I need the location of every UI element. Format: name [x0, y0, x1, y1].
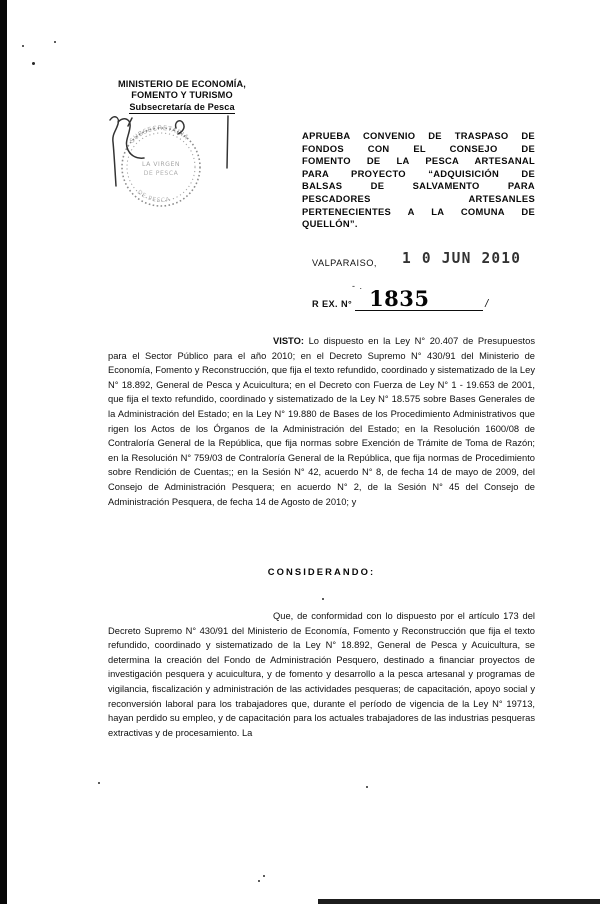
place-label: VALPARAISO,: [312, 258, 377, 268]
resolution-number-rule: [355, 286, 483, 311]
considerando-paragraph: [108, 609, 535, 740]
letterhead-line-sector: FOMENTO Y TURISMO: [131, 90, 233, 101]
subject-line: PESCADORES ARTESANLES: [302, 192, 535, 204]
date-stamp: 1 0 JUN 2010: [402, 250, 522, 268]
scan-speck: [322, 598, 324, 600]
resolution-slash: /: [485, 298, 489, 310]
scan-speck: [32, 62, 35, 65]
scan-edge-artifact-left: [0, 0, 7, 904]
svg-text:SUBSECRETARIA: SUBSECRETARIA: [128, 123, 191, 145]
letterhead-line-ministry: MINISTERIO DE ECONOMÍA,: [118, 79, 246, 89]
scan-edge-artifact-bottom: [318, 899, 600, 904]
scan-speck: [22, 45, 24, 47]
considerando-heading: CONSIDERANDO:: [267, 566, 376, 577]
subject-line: FONDOS CON EL CONSEJO DE: [302, 142, 535, 154]
visto-text: Lo dispuesto en la Ley N° 20.407 de Presupuestos para el Sector Público para el año 2010; en el Decreto Supremo N° 430/91 del Ministerio de Economía, Fomento y Reconstrucción, que fija el texto refundido, coordinado y sistematizado de la Ley N° 18.892, General de Pesca y Acuicultura; en el Decreto con Fuerza de Ley N° 1 - 19.653 de 2001, que fija el texto refundido, coordinado y sistematizado de la Ley N° 18.575 sobre Bases Generales de la Administración del Estado; en la Ley N° 19.880 de Bases de los Procedimiento Administrativos que rigen los Actos de los Órganos de la Administración del Estado; en la Resolución 1600/08 de Contraloría General de la República, que fija normas sobre Exención de Trámite de Toma de Razón; en la Resolución N° 759/03 de Contraloría General de la República, que fija normas de Procedimiento sobre Rendición de Cuentas;; en la Sesión N° 42, acuerdo N° 8, de fecha 14 de mayo de 2009, del Consejo de Administración Pesquera; en acuerdo N° 2, de la Sesión N° 45 del Consejo de Administración Pesquera, de fecha 14 de Agosto de 2010; y: [108, 336, 535, 507]
scan-speck: [54, 41, 56, 43]
considerando-text: Que, de conformidad con lo dispuesto por el artículo 173 del Decreto Supremo N° 430/91 del Ministerio de Economía, Fomento y Reconstrucción que fija el texto refundido, coordinado y sistematizado de la Ley N° 18.892, General de Pesca y Acuicultura, se determina la creación del Fondo de Administración Pesquero, destinado a financiar proyectos de investigación pesquera y acuicultura, y de fomento y desarrollo a la pesca artesanal y programas de vigilancia, fiscalización y administración de las actividades pesqueras; de capacitación, apoyo social y reconversión laboral para los trabajadores que, durante el período de vigencia de la Ley N° 19713, hayan perdido su empleo, y de capacitación para los actuales trabajadores de las industrias pesqueras extractivas y de procesamiento. La: [108, 611, 535, 738]
subject-line: APRUEBA CONVENIO DE TRASPASO DE: [302, 130, 535, 141]
resolution-number-line: [312, 286, 489, 311]
subject-line: PARA PROYECTO “ADQUISICIÓN DE: [302, 167, 535, 179]
letterhead: [96, 79, 268, 114]
scan-speck: [258, 880, 260, 882]
letterhead-line-subsecretaria: Subsecretaría de Pesca: [129, 102, 234, 114]
subject-block: [302, 130, 535, 231]
svg-text:DE PESCA: DE PESCA: [135, 188, 172, 205]
resolution-number-value: 1835: [369, 286, 430, 311]
subject-line: PERTENECIENTES A LA COMUNA DE: [302, 205, 535, 217]
subject-line: QUELLÓN”.: [302, 218, 358, 230]
stamp-tick-mark: - .: [352, 281, 363, 291]
handwritten-signature-mark: [104, 112, 234, 216]
svg-text:DE PESCA: DE PESCA: [143, 170, 179, 177]
svg-text:LA VIRGEN: LA VIRGEN: [142, 161, 180, 168]
subject-line: BALSAS DE SALVAMENTO PARA: [302, 180, 535, 192]
scan-speck: [366, 786, 368, 788]
resolution-label: R EX. N°: [312, 299, 353, 309]
scan-speck: [98, 782, 100, 784]
scan-speck: [263, 875, 265, 877]
subject-line: FOMENTO DE LA PESCA ARTESANAL: [302, 155, 535, 167]
visto-paragraph: [108, 334, 535, 509]
visto-label: VISTO:: [273, 336, 304, 346]
